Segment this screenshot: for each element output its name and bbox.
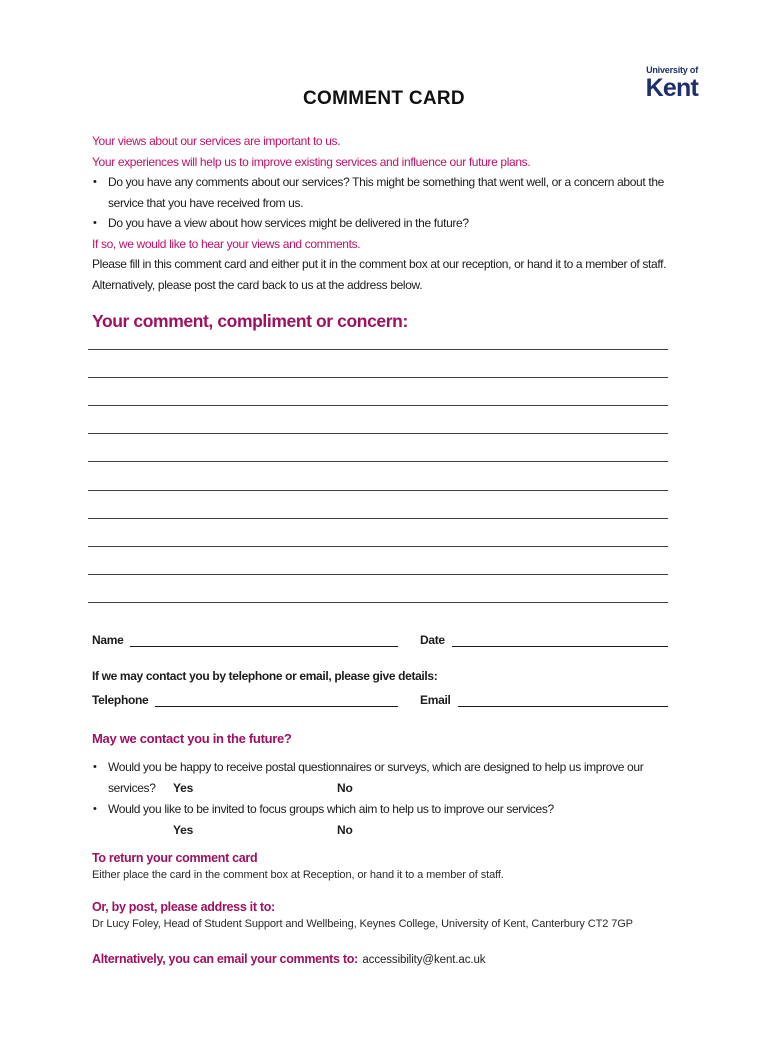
comment-line[interactable] — [88, 575, 668, 603]
question-1-line-1: • Would you be happy to receive postal questionnaires or surveys, which are designed to help us improve our — [92, 757, 682, 778]
question-2-no-option[interactable]: No — [337, 823, 353, 837]
comment-line[interactable] — [88, 491, 668, 519]
intro-instruction-2: Alternatively, please post the card back to us at the address below. — [92, 277, 423, 292]
future-contact-questions — [92, 757, 682, 841]
comment-line[interactable] — [88, 434, 668, 462]
post-heading: Or, by post, please address it to: — [92, 900, 275, 914]
telephone-email-row — [92, 692, 668, 707]
date-label: Date — [420, 633, 445, 647]
comment-line[interactable] — [88, 547, 668, 575]
return-section — [92, 851, 680, 881]
name-field[interactable] — [130, 632, 398, 647]
intro-block — [92, 131, 680, 295]
email-address: accessibility@kent.ac.uk — [362, 954, 486, 966]
email-field[interactable] — [458, 692, 668, 707]
telephone-field[interactable] — [155, 692, 398, 707]
question-2: • Would you like to be invited to focus groups which aim to help us to improve our services? — [92, 799, 682, 820]
name-date-row — [92, 632, 668, 647]
intro-line-1: Your views about our services are important to us. — [92, 134, 341, 148]
contact-details-prompt: If we may contact you by telephone or email, please give details: — [92, 669, 438, 683]
date-field[interactable] — [452, 632, 668, 647]
email-heading: Alternatively, you can email your comments to: — [92, 952, 358, 966]
question-1-options — [92, 778, 682, 799]
logo-top-text: University of — [646, 65, 698, 75]
post-section — [92, 900, 680, 930]
post-address: Dr Lucy Foley, Head of Student Support and Wellbeing, Keynes College, University of Kent, Canterbury CT2 7GP — [92, 918, 633, 930]
comment-lines — [88, 322, 668, 603]
question-2-options — [92, 820, 682, 841]
question-2-yes-option[interactable]: Yes — [173, 823, 194, 837]
telephone-label: Telephone — [92, 693, 149, 707]
question-1-no-option[interactable]: No — [337, 781, 353, 795]
future-contact-heading: May we contact you in the future? — [92, 731, 292, 746]
intro-instruction-1: Please fill in this comment card and either put it in the comment box at our reception, or hand it to a member of staff. — [92, 257, 667, 271]
comment-line[interactable] — [88, 378, 668, 406]
comment-line[interactable] — [88, 322, 668, 350]
return-body: Either place the card in the comment box at Reception, or hand it to a member of staff. — [92, 869, 504, 881]
email-section — [92, 950, 680, 968]
comment-line[interactable] — [88, 519, 668, 547]
intro-bullet-1: • Do you have any comments about our services? This might be something that went well, or a concern about the service that you have received from us. — [92, 172, 680, 213]
intro-line-2: Your experiences will help us to improve existing services and influence our future plans. — [92, 154, 531, 169]
question-1-yes-option[interactable]: Yes — [173, 781, 194, 795]
question-1-suffix: services? — [108, 781, 156, 795]
comment-section-heading: Your comment, compliment or concern: — [92, 311, 408, 331]
comment-line[interactable] — [88, 350, 668, 378]
return-heading: To return your comment card — [92, 851, 258, 865]
name-label: Name — [92, 633, 124, 647]
intro-if-so: If so, we would like to hear your views and comments. — [92, 236, 361, 251]
email-label: Email — [420, 693, 451, 707]
page-title: COMMENT CARD — [303, 88, 465, 109]
comment-line[interactable] — [88, 462, 668, 490]
intro-bullet-2: • Do you have a view about how services might be delivered in the future? — [92, 213, 680, 234]
logo-wordmark: Kent — [645, 74, 698, 102]
comment-line[interactable] — [88, 406, 668, 434]
